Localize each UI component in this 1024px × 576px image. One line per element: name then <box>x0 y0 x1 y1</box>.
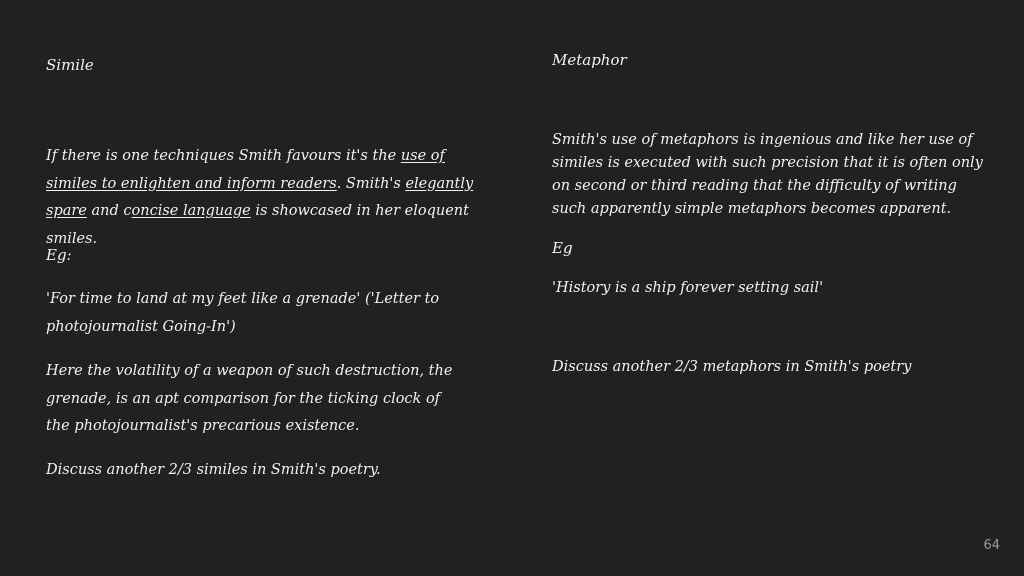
metaphor-quote: 'History is a ship forever setting sail' <box>552 280 824 296</box>
underlined-phrase-concise-language: oncise language <box>131 203 251 219</box>
metaphor-intro: Smith's use of metaphors is ingenious and like her use of similes is executed with such precision that it is often only on second or third reading that the difficulty of writing such apparently simple metaphors becomes apparent. <box>552 132 983 217</box>
simile-eg-label: Eg: <box>46 246 72 264</box>
underlined-phrase-similes: use of similes to enlighten and inform readers <box>46 148 445 192</box>
metaphor-eg-label: Eg <box>552 239 573 257</box>
simile-intro: If there is one techniques Smith favours it's the use of similes to enlighten and inform readers. Smith's elegantly spare and concise language is showcased in her eloquent smiles. <box>46 148 474 247</box>
metaphor-task: Discuss another 2/3 metaphors in Smith's poetry <box>552 359 912 375</box>
metaphor-heading: Metaphor <box>552 51 627 69</box>
simile-analysis: Here the volatility of a weapon of such destruction, the grenade, is an apt comparison for the ticking clock of the photojournalist's precarious existence. <box>46 363 453 434</box>
underlined-phrase-elegantly-spare: elegantly spare <box>46 175 474 219</box>
page-number: 64 <box>983 538 1000 553</box>
simile-heading: Simile <box>46 56 94 74</box>
simile-quote: 'For time to land at my feet like a grenade' ('Letter to photojournalist Going-In') <box>46 291 440 335</box>
simile-task: Discuss another 2/3 similes in Smith's poetry. <box>46 462 381 478</box>
